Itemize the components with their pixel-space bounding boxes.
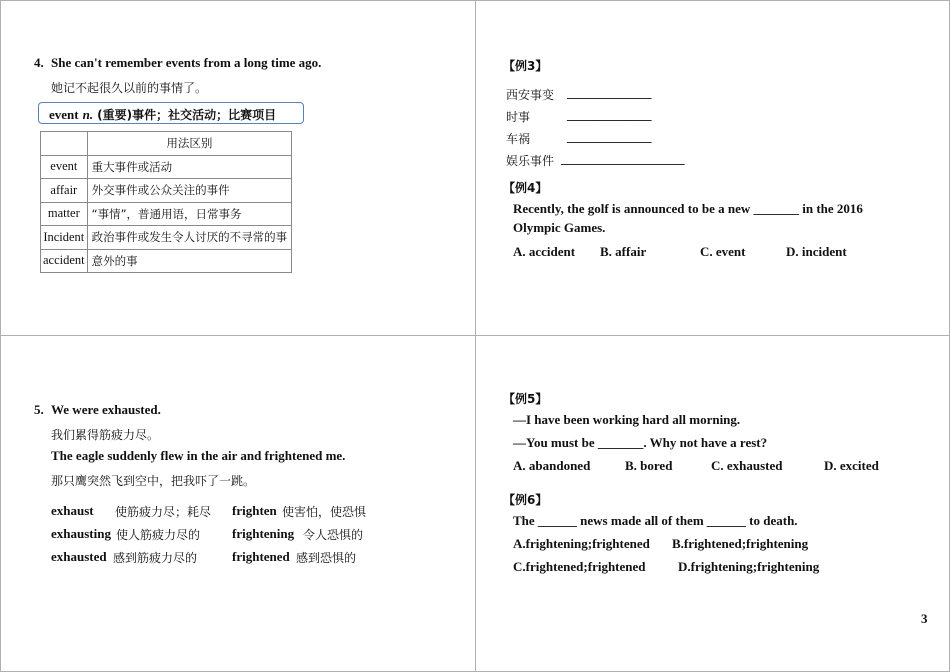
ex3-blank: ___________________ [561, 151, 685, 166]
vocab-meaning: 使人筋疲力尽的 [116, 528, 201, 542]
q5-translation2: 那只鹰突然飞到空中，把我吓了一跳。 [51, 474, 256, 488]
ex5-line2: —You must be _______. Why not have a rest? [513, 435, 768, 450]
table-row [41, 179, 292, 203]
ex4-option: C. event [700, 244, 746, 259]
vocab-meaning: 感到筋疲力尽的 [113, 551, 198, 565]
table-word: affair [41, 179, 88, 203]
q4-translation: 她记不起很久以前的事情了。 [51, 81, 208, 95]
ex5-tag: 【例5】 [503, 392, 548, 406]
vocab-meaning: 使害怕，使恐惧 [282, 505, 367, 519]
vocab-word: exhausted [51, 549, 107, 564]
table-meaning: 政治事件或发生令人讨厌的不寻常的事 [87, 226, 292, 250]
horizontal-divider [0, 335, 950, 336]
q5-number: 5. [34, 402, 44, 417]
vocab-word: frighten [232, 503, 277, 518]
table-header: 用法区别 [87, 132, 292, 156]
table-header-row [41, 132, 292, 156]
q5-sentence2: The eagle suddenly flew in the air and frightened me. [51, 448, 346, 463]
ex3-label: 车祸 [506, 132, 531, 146]
vocab-word: frightened [232, 549, 290, 564]
note-pos: n. [82, 107, 94, 122]
vertical-divider [475, 0, 476, 672]
ex3-label: 娱乐事件 [506, 154, 555, 168]
page-number: 3 [921, 611, 928, 626]
ex3-label: 时事 [506, 110, 531, 124]
table-header-empty [41, 132, 88, 156]
ex6-option: B.frightened;frightening [672, 536, 809, 551]
vocab-word: exhausting [51, 526, 111, 541]
ex6-option: D.frightening;frightening [678, 559, 820, 574]
table-row [41, 202, 292, 226]
table-word: Incident [41, 226, 88, 250]
ex4-option: D. incident [786, 244, 847, 259]
ex4-option: A. accident [513, 244, 576, 259]
table-word: accident [41, 249, 88, 273]
ex6-tag: 【例6】 [503, 493, 548, 507]
table-word: matter [41, 202, 88, 226]
ex5-option: C. exhausted [711, 458, 783, 473]
table-meaning: “事情”，普通用语，日常事务 [87, 202, 292, 226]
q4-number: 4. [34, 55, 44, 70]
ex5-line1: —I have been working hard all morning. [513, 412, 741, 427]
q5-translation1: 我们累得筋疲力尽。 [51, 428, 160, 442]
ex3-label: 西安事变 [506, 88, 555, 102]
q4-sentence: She can't remember events from a long time ago. [51, 55, 322, 70]
table-meaning: 意外的事 [87, 249, 292, 273]
ex5-option: D. excited [824, 458, 879, 473]
ex6-option: A.frightening;frightened [513, 536, 650, 551]
ex3-blank: _____________ [567, 129, 652, 144]
ex4-question-line1: Recently, the golf is announced to be a new _______ in the 2016 [513, 201, 863, 216]
ex3-blank: _____________ [567, 85, 652, 100]
ex4-question-line2: Olympic Games. [513, 220, 606, 235]
table-row [41, 226, 292, 250]
vocab-word: exhaust [51, 503, 94, 518]
vocab-meaning: 感到恐惧的 [296, 551, 357, 565]
table-meaning: 重大事件或活动 [87, 155, 292, 179]
ex3-tag: 【例3】 [503, 59, 548, 73]
ex4-tag: 【例4】 [503, 181, 548, 195]
table-meaning: 外交事件或公众关注的事件 [87, 179, 292, 203]
vocab-meaning: 令人恐惧的 [303, 528, 364, 542]
table-row [41, 155, 292, 179]
note-word: event [49, 107, 79, 122]
ex3-blank: _____________ [567, 107, 652, 122]
note-meaning: (重要)事件；社交活动；比赛项目 [97, 108, 277, 122]
vocab-word: frightening [232, 526, 295, 541]
ex6-option: C.frightened;frightened [513, 559, 646, 574]
q5-sentence1: We were exhausted. [51, 402, 161, 417]
ex5-option: A. abandoned [513, 458, 591, 473]
table-word: event [41, 155, 88, 179]
ex5-option: B. bored [625, 458, 673, 473]
ex6-line1: The ______ news made all of them ______ to death. [513, 513, 798, 528]
table-row [41, 249, 292, 273]
ex4-option: B. affair [600, 244, 647, 259]
event-definition-box [38, 102, 304, 124]
vocab-meaning: 使筋疲力尽；耗尽 [115, 505, 212, 519]
usage-table [40, 131, 292, 273]
